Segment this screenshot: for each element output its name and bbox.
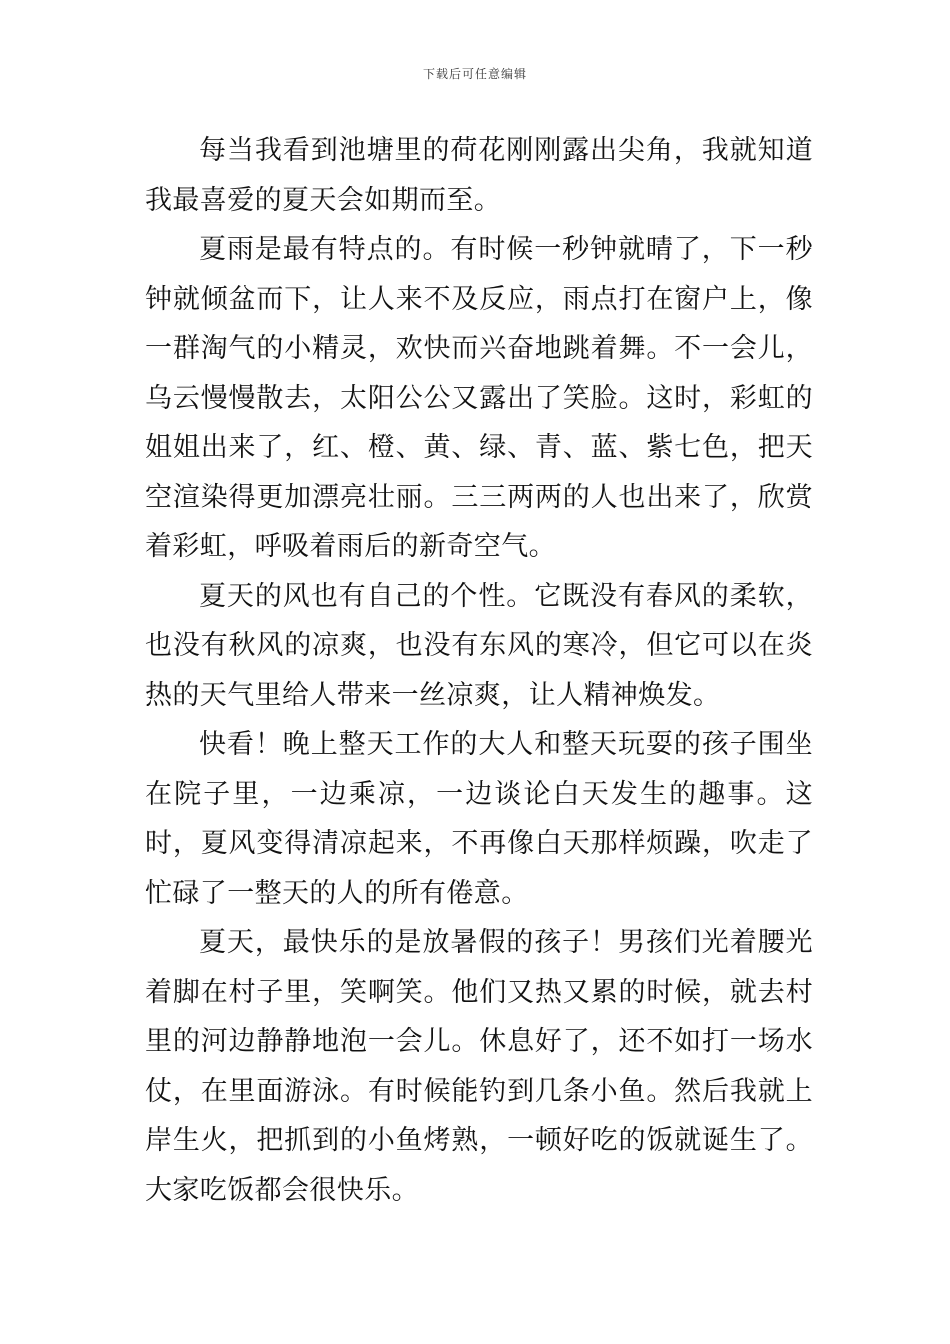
page-header: 下载后可任意编辑 [422, 67, 527, 81]
paragraph-evening: 快看！晚上整天工作的大人和整天玩耍的孩子围坐在院子里，一边乘凉，一边谈论白天发生的趣事。这时，夏风变得清凉起来，不再像白天那样烦躁，吹走了忙碌了一整天的人的所有倦意。 [145, 729, 813, 909]
paragraph-intro: 每当我看到池塘里的荷花刚刚露出尖角，我就知道我最喜爱的夏天会如期而至。 [145, 135, 813, 216]
paragraph-summer-rain: 夏雨是最有特点的。有时候一秒钟就晴了，下一秒钟就倾盆而下，让人来不及反应，雨点打在窗户上，像一群淘气的小精灵，欢快而兴奋地跳着舞。不一会儿，乌云慢慢散去，太阳公公又露出了笑脸。这时，彩虹的姐姐出来了，红、橙、黄、绿、青、蓝、紫七色，把天空渲染得更加漂亮壮丽。三三两两的人也出来了，欣赏着彩虹，呼吸着雨后的新奇空气。 [145, 234, 813, 562]
document-body [145, 126, 813, 1215]
paragraph-summer-wind: 夏天的风也有自己的个性。它既没有春风的柔软，也没有秋风的凉爽，也没有东风的寒冷，但它可以在炎热的天气里给人带来一丝凉爽，让人精神焕发。 [145, 580, 813, 711]
paragraph-children: 夏天，最快乐的是放暑假的孩子！男孩们光着腰光着脚在村子里，笑啊笑。他们又热又累的时候，就去村里的河边静静地泡一会儿。休息好了，还不如打一场水仗，在里面游泳。有时候能钓到几条小鱼。然后我就上岸生火，把抓到的小鱼烤熟，一顿好吃的饭就诞生了。大家吃饭都会很快乐。 [145, 927, 813, 1206]
